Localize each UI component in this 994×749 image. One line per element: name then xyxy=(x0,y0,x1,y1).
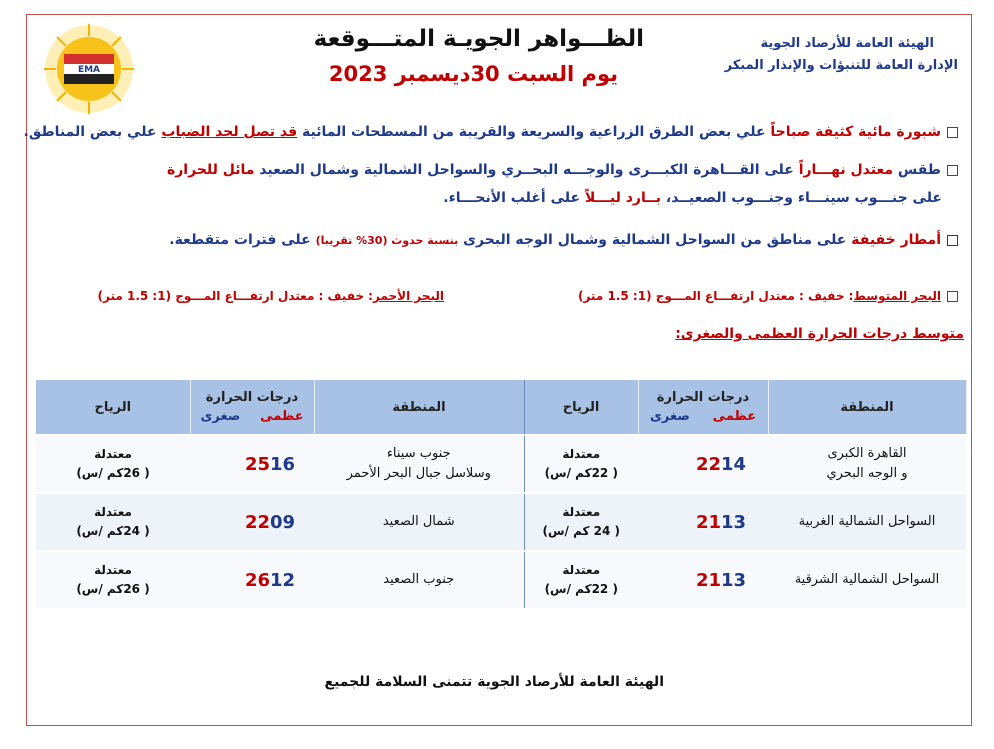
med-sea-label: البحر المتوسط xyxy=(853,289,941,303)
region-cell: السواحل الشمالية الشرقية xyxy=(768,551,966,608)
header-region-2: المنطقة xyxy=(314,380,524,435)
header-temps xyxy=(638,380,768,435)
med-sea-text: : خفيف : معتدل ارتفـــاع المـــوج (1: 1.5 متر) xyxy=(577,289,854,303)
rain-text-end: على فترات متقطعة. xyxy=(169,232,316,248)
rain-probability: بنسبة حدوث (30% تقريبا) xyxy=(315,234,459,247)
header-wind: الرياح xyxy=(524,380,638,435)
region-cell: السواحل الشمالية الغربية xyxy=(768,493,966,551)
weather-line2-end: على أغلب الأنحـــاء. xyxy=(443,190,585,206)
checkbox-bullet-icon xyxy=(947,291,958,302)
fog-highlight: شبورة مائية كثيفة صباحاً xyxy=(770,124,941,140)
org-name: الهيئة العامة للأرصاد الجوية xyxy=(760,36,934,51)
weather-regions: على القـــاهرة الكبـــرى والوجـــه البحــري والسواحل الشمالية وشمال الصعيد xyxy=(254,162,799,178)
temperature-table xyxy=(36,380,967,608)
wind-cell: معتدلة ( 26كم /س) xyxy=(36,551,190,608)
red-sea-label: البحر الأحمر xyxy=(372,289,444,303)
checkbox-bullet-icon xyxy=(947,165,958,176)
page-title: الظـــواهر الجويـة المتـــوقعة xyxy=(313,26,644,52)
weather-bullet-line2 xyxy=(443,190,942,206)
temp-cell: 2113 xyxy=(638,493,768,551)
red-sea-state xyxy=(98,289,444,303)
header-wind-2: الرياح xyxy=(36,380,190,435)
bulletin-frame xyxy=(23,14,972,726)
rain-bullet xyxy=(169,232,958,248)
fog-warning: قد تصل لحد الضباب xyxy=(161,124,298,140)
temps-heading: متوسط درجات الحرارة العظمى والصغرى: xyxy=(675,326,964,342)
wind-cell: معتدلة ( 24 كم /س) xyxy=(524,493,638,551)
temp-cell: 2516 xyxy=(190,435,314,493)
med-sea-state xyxy=(578,289,958,303)
table-row xyxy=(36,493,966,551)
weather-night-highlight: بــارد ليـــلاً xyxy=(584,190,662,206)
header-temps-label-2: درجات الحرارة xyxy=(205,390,299,405)
temp-cell: 2113 xyxy=(638,551,768,608)
weather-bullet xyxy=(167,162,958,178)
checkbox-bullet-icon xyxy=(947,127,958,138)
checkbox-bullet-icon xyxy=(947,235,958,246)
fog-bullet xyxy=(24,124,959,140)
fog-text: علي بعض الطرق الزراعية والسريعة والقريبة من المسطحات المائية xyxy=(297,124,771,140)
region-cell: شمال الصعيد xyxy=(314,493,524,551)
svg-text:EMA: EMA xyxy=(77,65,101,75)
wind-cell: معتدلة ( 26كم /س) xyxy=(36,435,190,493)
org-department: الإدارة العامة للتنبؤات والإنذار المبكر xyxy=(724,58,958,73)
ema-logo xyxy=(42,22,136,116)
temp-cell: 2612 xyxy=(190,551,314,608)
fog-text-end: علي بعض المناطق. xyxy=(23,124,162,140)
header-min: صغرى xyxy=(649,409,690,424)
region-cell: جنوب الصعيد xyxy=(314,551,524,608)
temp-cell: 2209 xyxy=(190,493,314,551)
rain-text: على مناطق من السواحل الشمالية وشمال الوجه البحرى xyxy=(458,232,852,248)
header-max-2: عظمى xyxy=(260,409,304,424)
rain-highlight: أمطار خفيفة xyxy=(851,232,941,248)
weather-day-highlight: معتدل نهـــاراً xyxy=(798,162,894,178)
footer-message: الهيئة العامة للأرصاد الجوية تتمنى السلامة للجميع xyxy=(324,674,664,690)
temp-cell: 2214 xyxy=(638,435,768,493)
weather-warm-highlight: مائل للحرارة xyxy=(166,162,255,178)
wind-cell: معتدلة ( 24كم /س) xyxy=(36,493,190,551)
header-min-2: صغرى xyxy=(200,409,241,424)
wind-cell: معتدلة ( 22كم /س) xyxy=(524,435,638,493)
region-cell: جنوب سيناء وسلاسل جبال البحر الأحمر xyxy=(314,435,524,493)
forecast-date: يوم السبت 30ديسمبر 2023 xyxy=(328,62,618,86)
red-sea-text: : خفيف : معتدل ارتفـــاع المـــوج (1: 1.5 متر) xyxy=(97,289,373,303)
header-region: المنطقة xyxy=(768,380,966,435)
region-cell: القاهرة الكبرى و الوجه البحري xyxy=(768,435,966,493)
header-max: عظمى xyxy=(712,409,757,424)
weather-line2-text: على جنـــوب سينـــاء وجنـــوب الصعيــد، xyxy=(661,190,942,206)
table-row xyxy=(36,551,966,608)
header-temps-2 xyxy=(190,380,314,435)
weather-text: طقس xyxy=(893,162,941,178)
table-row xyxy=(36,435,966,493)
wind-cell: معتدلة ( 22كم /س) xyxy=(524,551,638,608)
header-temps-label: درجات الحرارة xyxy=(656,390,750,405)
